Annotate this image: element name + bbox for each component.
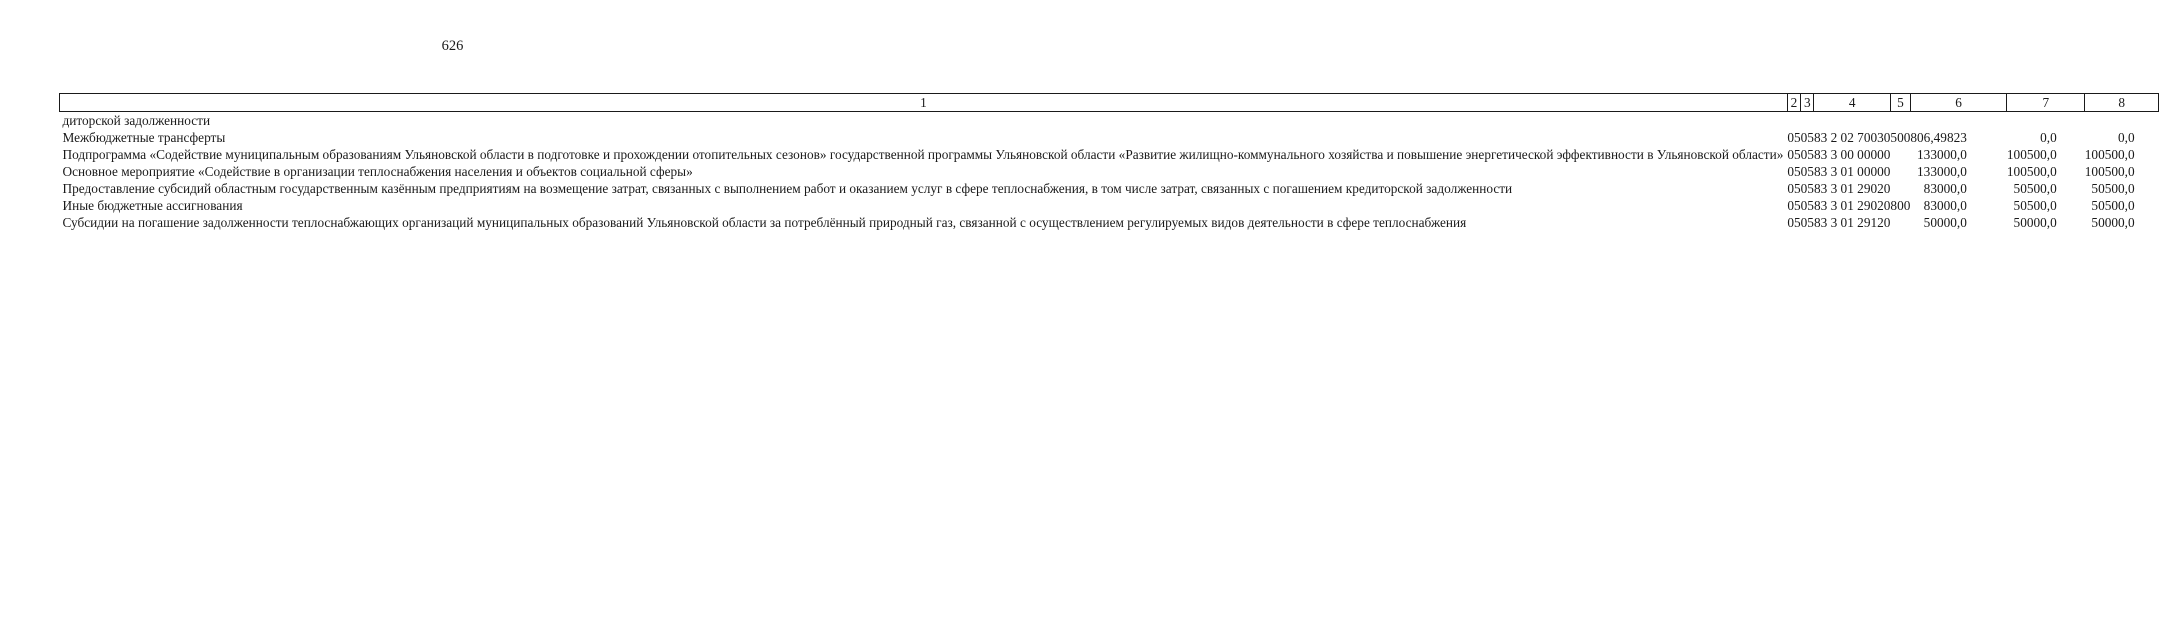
cell-section: 05 [1787,130,1801,145]
cell-subsection: 05 [1800,164,1814,179]
cell-expense-type: 500 [1890,130,1911,145]
table-row [60,214,2159,231]
col-header-8: 8 [2085,94,2159,112]
cell-expense-type [1890,146,1910,163]
row-name: Субсидии на погашение задолженности теплоснабжающих организаций муниципальных образований Ульяновской области за потреблённый природный газ, связанной с осуществлением регулируемых видов деятельности в сфере теплоснабжения [62,215,1467,230]
cell-amount-6: 83000,0 [1923,198,1967,213]
cell-target-code: 83 3 01 29020 [1813,181,1891,196]
cell-section: 05 [1787,198,1801,213]
row-name: Предоставление субсидий областным государственным казённым предприятиям на возмещение затрат, связанных с выполнением работ и оказанием услуг в сфере теплоснабжения, в том числе затрат, связанных с погашением кредиторской задолженности [62,181,1513,196]
col-header-5: 5 [1890,94,1910,112]
cell-subsection: 05 [1800,147,1814,162]
cell-amount-6: 806,49823 [1910,130,1967,145]
cell-section [1787,112,1800,130]
cell-subsection: 05 [1800,198,1814,213]
cell-expense-type [1890,112,1910,130]
cell-amount-6: 133000,0 [1917,147,1967,162]
cell-amount-6: 83000,0 [1923,181,1967,196]
col-header-4: 4 [1814,94,1890,112]
cell-amount-8: 50500,0 [2091,198,2135,213]
cell-amount-8: 50500,0 [2091,181,2135,196]
col-header-7: 7 [2007,94,2085,112]
cell-amount-7: 0,0 [2040,130,2057,145]
cell-section: 05 [1787,215,1801,230]
cell-subsection: 05 [1800,130,1814,145]
cell-amount-8 [2085,112,2159,130]
row-name: Подпрограмма «Содействие муниципальным образованиям Ульяновской области в подготовке и прохождении отопительных сезонов» государственной программы Ульяновской области «Развитие жилищно-коммунального хозяйства и повышение энергетической эффективности в Ульяновской области» [62,147,1784,162]
table-row [60,129,2159,146]
col-header-2: 2 [1787,94,1800,112]
cell-amount-8: 100500,0 [2084,164,2135,179]
cell-amount-7: 50500,0 [2013,198,2057,213]
cell-target-code [1814,112,1890,130]
row-name: Иные бюджетные ассигнования [62,198,243,213]
cell-section: 05 [1787,164,1801,179]
cell-target-code: 83 3 01 29020 [1813,198,1891,213]
cell-amount-7 [2007,112,2085,130]
cell-target-code: 83 2 02 70030 [1813,130,1891,145]
cell-subsection [1801,112,1814,130]
cell-amount-7: 50000,0 [2013,215,2057,230]
row-name: диторской задолженности [62,113,211,128]
budget-table [59,93,2159,231]
cell-amount-6 [1910,112,2007,130]
cell-subsection: 05 [1800,215,1814,230]
cell-target-code: 83 3 01 29120 [1813,215,1891,230]
cell-section: 05 [1787,181,1801,196]
table-row [60,146,2159,163]
cell-amount-7: 50500,0 [2013,181,2057,196]
row-name: Основное мероприятие «Содействие в организации теплоснабжения населения и объектов социальной сферы» [62,164,693,179]
header-row [60,94,2159,112]
col-header-3: 3 [1801,94,1814,112]
cell-target-code: 83 3 00 00000 [1813,147,1891,162]
cell-expense-type [1890,214,1910,231]
table-row [60,197,2159,214]
row-name: Межбюджетные трансферты [62,130,226,145]
cell-target-code: 83 3 01 00000 [1813,164,1891,179]
cell-amount-8: 100500,0 [2084,147,2135,162]
cell-expense-type [1890,180,1910,197]
cell-subsection: 05 [1800,181,1814,196]
table-row [60,180,2159,197]
cell-amount-6: 50000,0 [1923,215,1967,230]
col-header-1: 1 [60,94,1788,112]
cell-amount-6: 133000,0 [1917,164,1967,179]
cell-expense-type: 800 [1890,198,1911,213]
page-number: 626 [441,38,464,54]
table-row [60,112,2159,130]
table-row [60,163,2159,180]
cell-expense-type [1890,163,1910,180]
cell-amount-7: 100500,0 [2006,147,2057,162]
cell-amount-8: 0,0 [2118,130,2135,145]
cell-section: 05 [1787,147,1801,162]
col-header-6: 6 [1910,94,2007,112]
cell-amount-8: 50000,0 [2091,215,2135,230]
cell-amount-7: 100500,0 [2006,164,2057,179]
